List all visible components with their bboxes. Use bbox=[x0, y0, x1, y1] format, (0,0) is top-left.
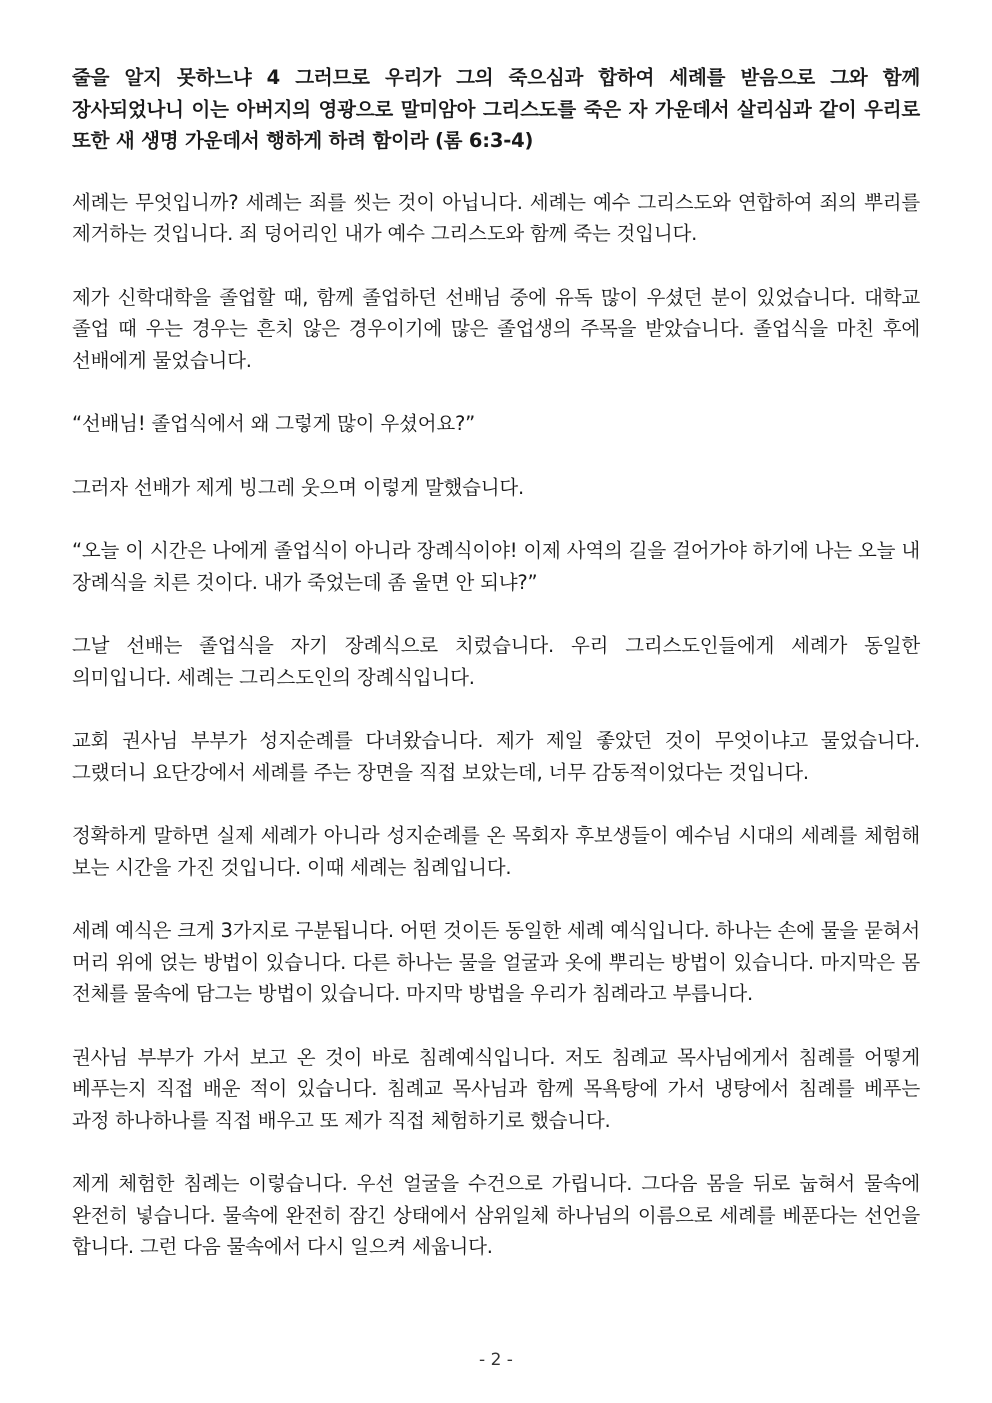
paragraph: 제게 체험한 침례는 이렇습니다. 우선 얼굴을 수건으로 가립니다. 그다음 몸을 뒤로 눕혀서 물속에 완전히 넣습니다. 물속에 완전히 잠긴 상태에서 삼위일체 하나님의 이름으로 세례를 베푼다는 선언을 합니다. 그런 다음 물속에서 다시 일으켜 세웁니다. bbox=[72, 1172, 920, 1258]
document-body bbox=[72, 62, 920, 1295]
scripture-quote: 줄을 알지 못하느냐 4 그러므로 우리가 그의 죽으심과 합하여 세례를 받음으로 그와 함께 장사되었나니 이는 아버지의 영광으로 말미암아 그리스도를 죽은 자 가운데서 살리심과 같이 우리로 또한 새 생명 가운데서 행하게 하려 함이라 (롬 6:3-4) bbox=[72, 66, 920, 152]
paragraph: 그날 선배는 졸업식을 자기 장례식으로 치렀습니다. 우리 그리스도인들에게 세례가 동일한 의미입니다. 세례는 그리스도인의 장례식입니다. bbox=[72, 634, 920, 689]
paragraph: 그러자 선배가 제게 빙그레 웃으며 이렇게 말했습니다. bbox=[72, 475, 525, 499]
paragraph: 교회 권사님 부부가 성지순례를 다녀왔습니다. 제가 제일 좋았던 것이 무엇이냐고 물었습니다. 그랬더니 요단강에서 세례를 주는 장면을 직접 보았는데, 너무 감동적이었다는 것입니다. bbox=[72, 729, 920, 784]
dialogue-line: “오늘 이 시간은 나에게 졸업식이 아니라 장례식이야! 이제 사역의 길을 걸어가야 하기에 나는 오늘 내 장례식을 치른 것이다. 내가 죽었는데 좀 울면 안 되냐?” bbox=[72, 539, 920, 594]
paragraph: 정확하게 말하면 실제 세례가 아니라 성지순례를 온 목회자 후보생들이 예수님 시대의 세례를 체험해 보는 시간을 가진 것입니다. 이때 세례는 침례입니다. bbox=[72, 824, 920, 879]
page-number: - 2 - bbox=[479, 1350, 513, 1370]
paragraph: 권사님 부부가 가서 보고 온 것이 바로 침례예식입니다. 저도 침례교 목사님에게서 침례를 어떻게 베푸는지 직접 배운 적이 있습니다. 침례교 목사님과 함께 목욕탕에 가서 냉탕에서 침례를 베푸는 과정 하나하나를 직접 배우고 또 제가 직접 체험하기로 했습니다. bbox=[72, 1045, 920, 1132]
paragraph: 세례 예식은 크게 3가지로 구분됩니다. 어떤 것이든 동일한 세례 예식입니다. 하나는 손에 물을 묻혀서 머리 위에 얹는 방법이 있습니다. 다른 하나는 물을 얼굴과 옷에 뿌리는 방법이 있습니다. 마지막은 몸 전체를 물속에 담그는 방법이 있습니다. 마지막 방법을 우리가 침례라고 부릅니다. bbox=[72, 919, 920, 1005]
dialogue-line: “선배님! 졸업식에서 왜 그렇게 많이 우셨어요?” bbox=[72, 412, 476, 435]
paragraph: 세례는 무엇입니까? 세례는 죄를 씻는 것이 아닙니다. 세례는 예수 그리스도와 연합하여 죄의 뿌리를 제거하는 것입니다. 죄 덩어리인 내가 예수 그리스도와 함께 죽는 것입니다. bbox=[72, 190, 920, 245]
paragraph: 제가 신학대학을 졸업할 때, 함께 졸업하던 선배님 중에 유독 많이 우셨던 분이 있었습니다. 대학교 졸업 때 우는 경우는 흔치 않은 경우이기에 많은 졸업생의 주목을 받았습니다. 졸업식을 마친 후에 선배에게 물었습니다. bbox=[72, 285, 920, 372]
